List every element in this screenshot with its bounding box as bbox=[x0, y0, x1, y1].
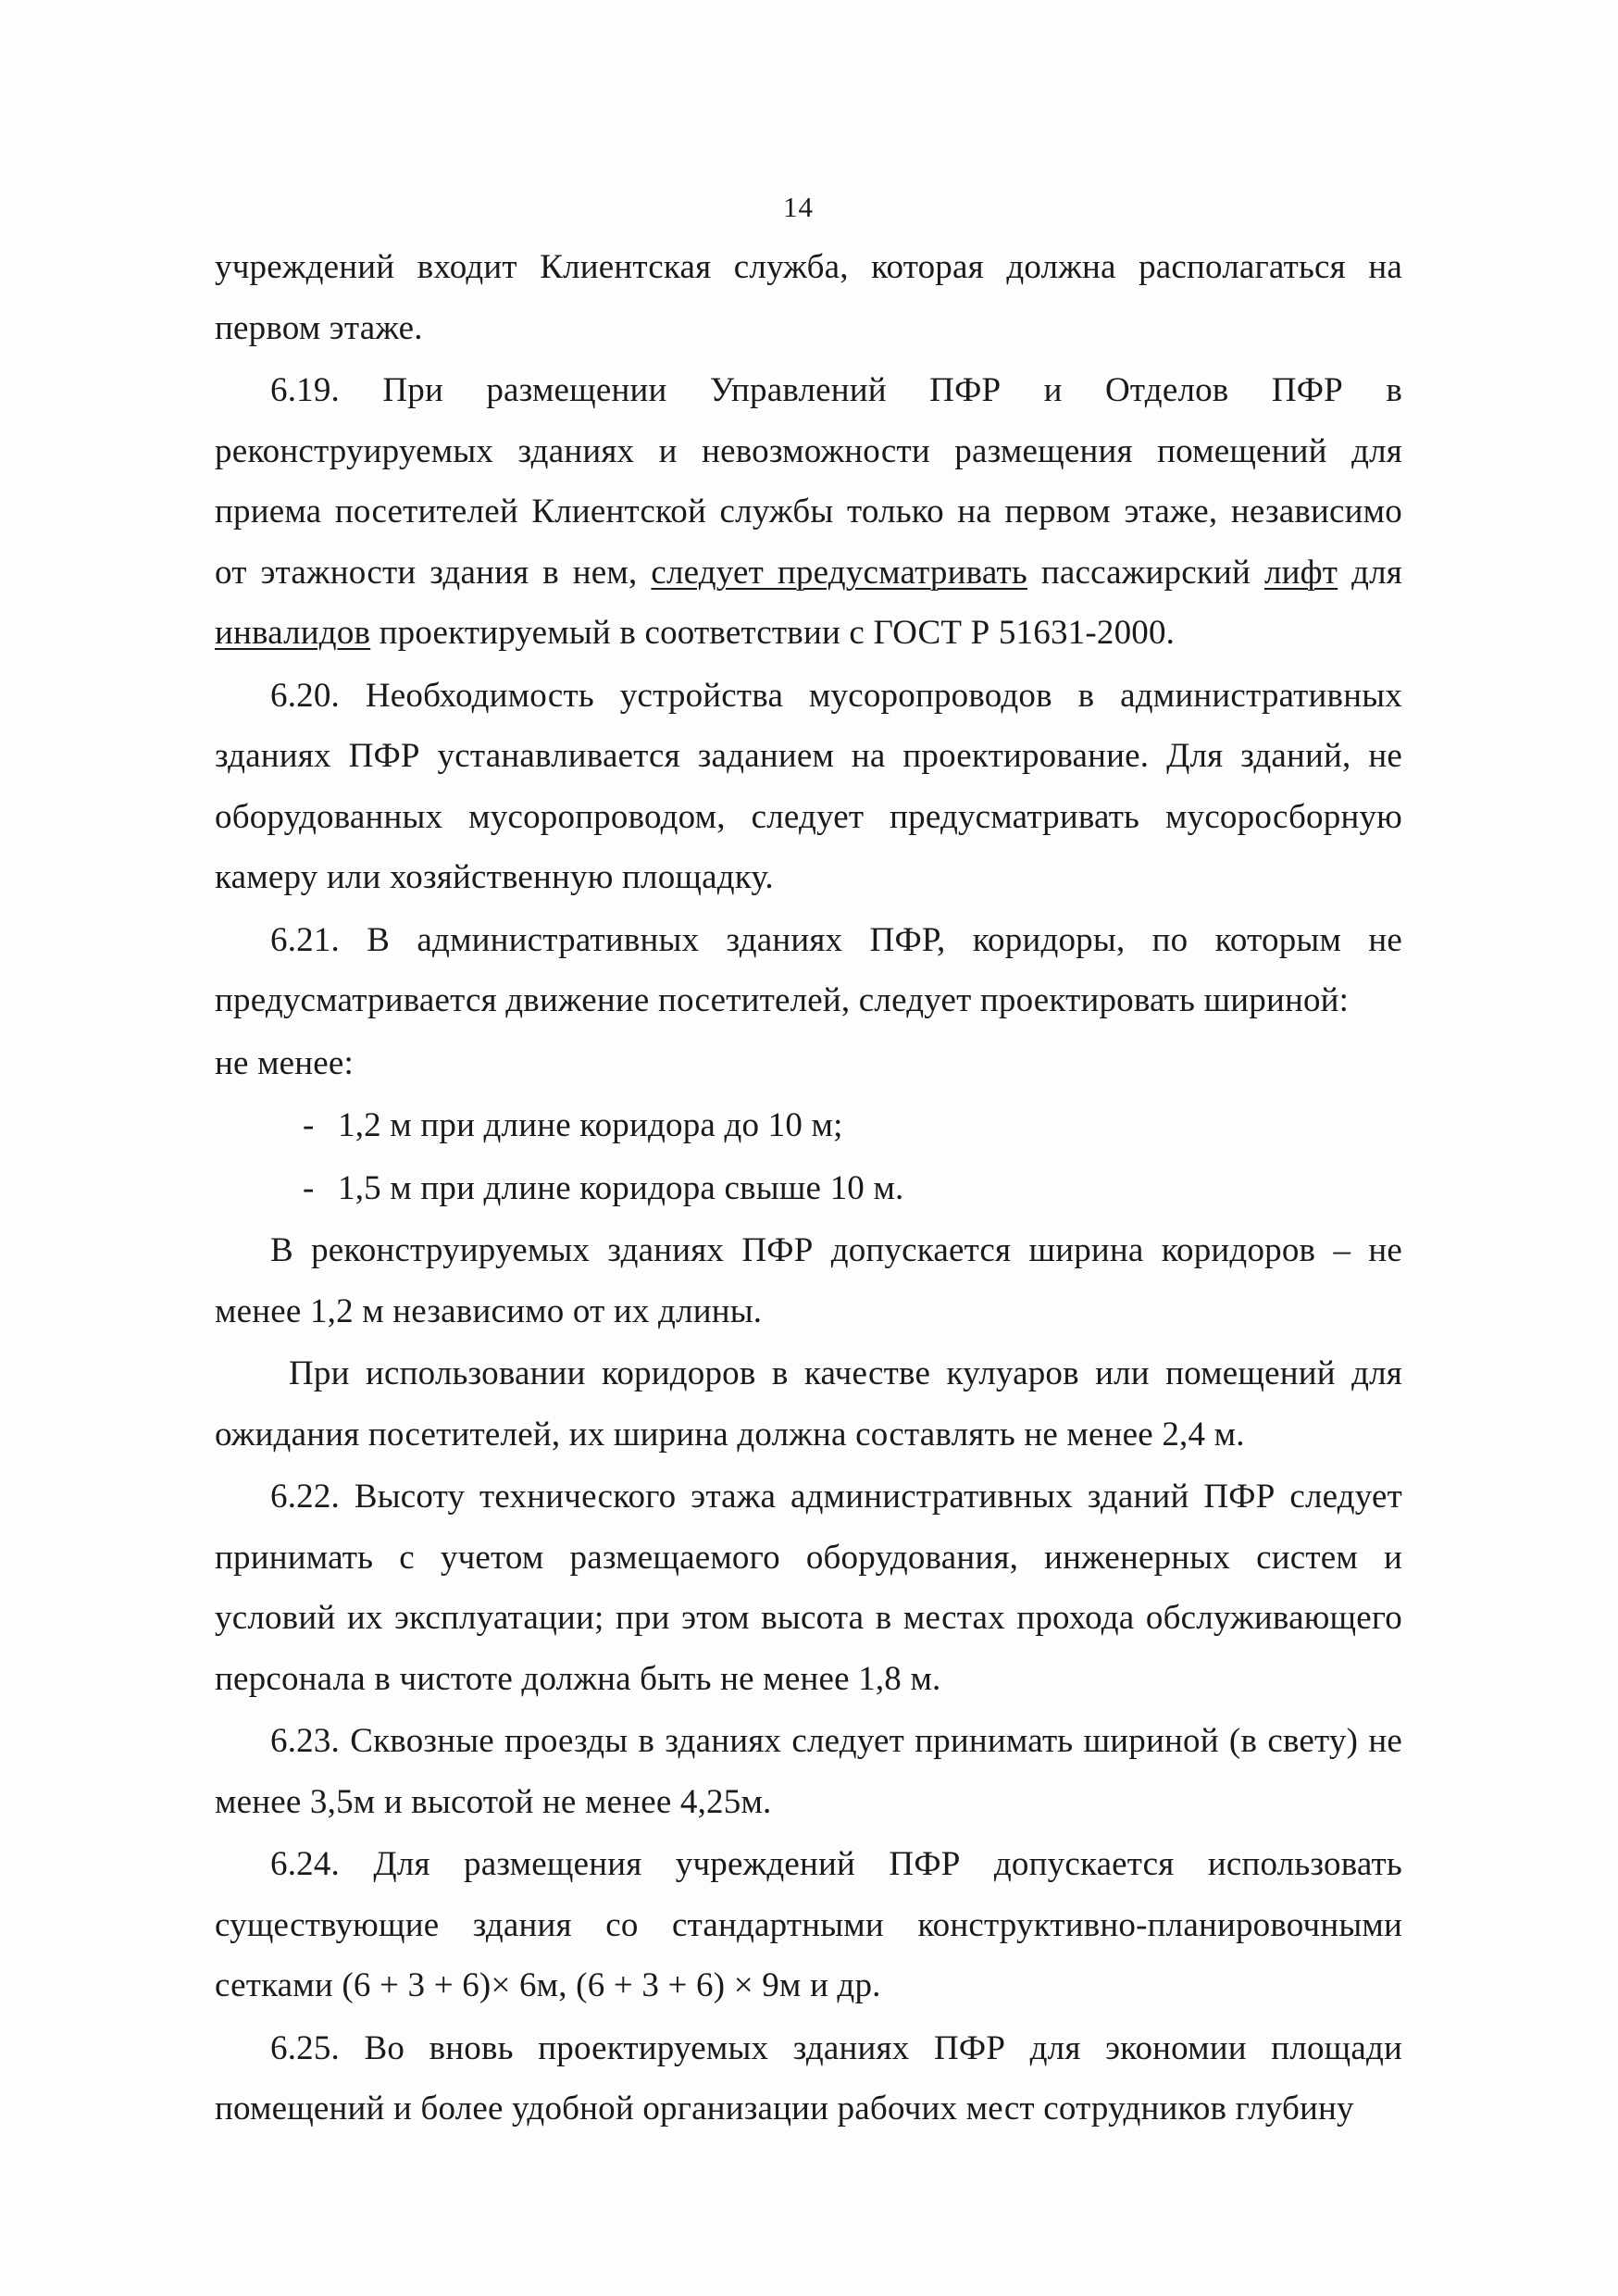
paragraph-6-19-text-a: 6.19. При размещении Управлений ПФР и Отделов ПФР в реконструируемых зданиях и невозможности размещения помещений для приема посетителей Клиентской службы только на первом этаже, независимо от этажности здания в нем, bbox=[215, 371, 1402, 592]
paragraph-6-19-underlined-2: лифт bbox=[1263, 553, 1338, 592]
paragraph-6-19-text-b: пассажирский bbox=[1040, 553, 1251, 592]
paragraph-6-24: 6.24. Для размещения учреждений ПФР допускается использовать существующие здания со стандартными конструктивно-планировочными сетками (6 + 3 + 6)× 6м, (6 + 3 + 6) × 9м и др. bbox=[215, 1845, 1402, 2004]
paragraph-6-25: 6.25. Во вновь проектируемых зданиях ПФР для экономии площади помещений и более удобной организации рабочих мест сотрудников глубину bbox=[215, 2028, 1402, 2128]
document-body bbox=[215, 237, 1402, 2141]
paragraph-lobbies: При использовании коридоров в качестве кулуаров или помещений для ожидания посетителей, их ширина должна составлять не менее 2,4 м. bbox=[215, 1354, 1402, 1454]
list-item bbox=[215, 1158, 1402, 1219]
paragraph-6-19 bbox=[215, 360, 1402, 664]
paragraph-6-19-underlined-3: инвалидов bbox=[215, 614, 371, 652]
paragraph-6-22: 6.22. Высоту технического этажа административных зданий ПФР следует принимать с учетом размещаемого оборудования, инженерных систем и условий их эксплуатации; при этом высота в местах прохода обслуживающего персонала в чистоте должна быть не менее 1,8 м. bbox=[215, 1478, 1402, 1698]
list-item-text: 1,5 м при длине коридора свыше 10 м. bbox=[338, 1168, 904, 1207]
paragraph-6-23: 6.23. Сквозные проезды в зданиях следует принимать шириной (в свету) не менее 3,5м и высотой не менее 4,25м. bbox=[215, 1722, 1402, 1821]
list-item bbox=[215, 1095, 1402, 1156]
list-dash: - bbox=[303, 1168, 315, 1207]
paragraph-6-19-text-c: для bbox=[1351, 553, 1403, 592]
paragraph-6-19-underlined-1: следует предусматривать bbox=[651, 553, 1027, 592]
page-number: 14 bbox=[783, 191, 814, 223]
list-dash: - bbox=[303, 1106, 315, 1144]
paragraph-6-20: 6.20. Необходимость устройства мусоропроводов в административных зданиях ПФР устанавливается заданием на проектирование. Для зданий, не оборудованных мусоропроводом, следует предусматривать мусоросборную камеру или хозяйственную площадку. bbox=[215, 676, 1402, 896]
paragraph-6-21-minimum: не менее: bbox=[215, 1043, 355, 1082]
list-item-text: 1,2 м при длине коридора до 10 м; bbox=[338, 1106, 843, 1144]
paragraph-continuation: учреждений входит Клиентская служба, которая должна располагаться на первом этаже. bbox=[215, 248, 1402, 347]
paragraph-6-19-text-d: проектируемый в соответствии с ГОСТ Р 51631-2000. bbox=[379, 614, 1176, 652]
paragraph-reconstructed: В реконструируемых зданиях ПФР допускается ширина коридоров – не менее 1,2 м независимо от их длины. bbox=[215, 1231, 1402, 1330]
paragraph-6-21: 6.21. В административных зданиях ПФР, коридоры, по которым не предусматривается движение посетителей, следует проектировать шириной: bbox=[215, 920, 1402, 1019]
